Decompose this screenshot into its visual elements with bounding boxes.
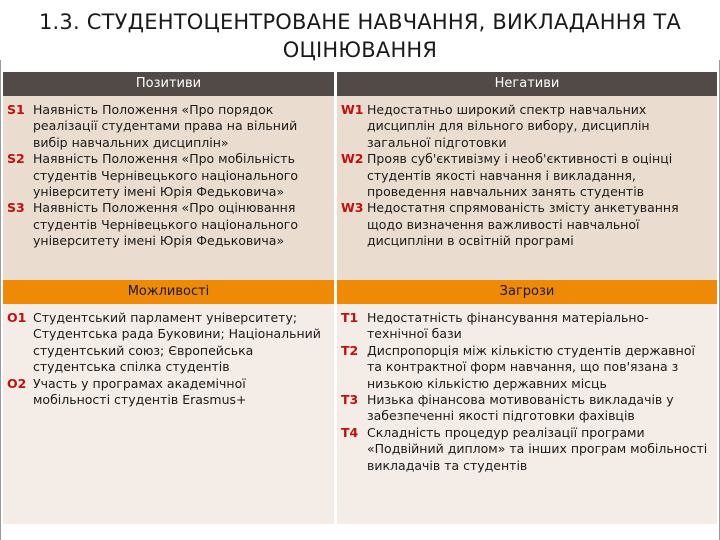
threat-text: Диспропорція між кількістю студентів державної та контрактної форм навчання, що пов'язана з низькою кількістю державних місць xyxy=(367,342,695,391)
threats-header: Загрози xyxy=(337,280,717,304)
threat-item xyxy=(341,425,709,474)
strength-text: Наявність Положення «Про оцінювання студентів Чернівецького національного університету імені Юрія Федьковича» xyxy=(33,200,298,249)
opportunities-cell xyxy=(3,304,334,524)
strength-code: S3 xyxy=(7,200,25,216)
threat-item xyxy=(341,343,709,392)
strengths-header: Позитиви xyxy=(3,72,334,96)
strengths-cell xyxy=(3,96,334,280)
threats-cell xyxy=(337,304,717,524)
threat-item xyxy=(341,310,709,343)
weakness-text: Недостатня спрямованість змісту анкетування щодо визначення важливості навчальної дисципліни в освітній програмі xyxy=(367,200,679,249)
threat-text: Низька фінансова мотивованість викладачів у забезпеченні якості підготовки фахівців xyxy=(367,392,674,424)
threat-code: T4 xyxy=(341,424,359,440)
strength-text: Наявність Положення «Про мобільність студентів Чернівецького національного університету імені Юрія Федьковича» xyxy=(33,151,298,200)
opportunity-text: Студентський парламент університету; Студентська рада Буковини; Національний студентський союз; Європейська студентська спілка студентів xyxy=(33,310,321,375)
strength-code: S1 xyxy=(7,102,25,117)
slide-title: 1.3. СТУДЕНТОЦЕНТРОВАНЕ НАВЧАННЯ, ВИКЛАДАННЯ ТА ОЦІНЮВАННЯ xyxy=(39,10,681,62)
threat-code: T3 xyxy=(341,392,359,408)
weakness-text: Прояв суб'єктивізму і необ'єктивності в оцінці студентів якості навчання і викладання, проведення навчальних занять студентів xyxy=(367,151,673,200)
weakness-code: W3 xyxy=(341,200,364,216)
strength-text: Наявність Положення «Про порядок реалізації студентами права на вільний вибір навчальних дисциплін» xyxy=(33,102,298,150)
opportunity-text: Участь у програмах академічної мобільності студентів Erasmus+ xyxy=(33,375,247,408)
opportunities-header: Можливості xyxy=(3,280,334,304)
weakness-code: W2 xyxy=(341,151,364,167)
threat-text: Складність процедур реалізації програми «Подвійний диплом» та інших програм мобільності викладачів та студентів xyxy=(367,424,708,473)
left-border-line xyxy=(0,60,1,540)
weakness-item xyxy=(341,102,709,151)
strength-item xyxy=(7,200,326,249)
opportunity-code: O1 xyxy=(7,310,27,325)
strength-item xyxy=(7,151,326,200)
weaknesses-header: Негативи xyxy=(337,72,717,96)
weaknesses-cell xyxy=(337,96,717,280)
threat-item xyxy=(341,392,709,425)
strength-item xyxy=(7,102,326,151)
weakness-item xyxy=(341,151,709,200)
weakness-text: Недостатньо широкий спектр навчальних дисциплін для вільного вибору, дисциплін загальної підготовки xyxy=(367,102,650,150)
opportunity-item xyxy=(7,376,326,409)
weakness-item xyxy=(341,200,709,249)
threat-code: T1 xyxy=(341,310,359,325)
opportunity-code: O2 xyxy=(7,375,27,391)
opportunity-item xyxy=(7,310,326,376)
threat-code: T2 xyxy=(341,342,359,358)
threat-text: Недостатність фінансування матеріально-технічної бази xyxy=(367,310,649,342)
weakness-code: W1 xyxy=(341,102,364,117)
strength-code: S2 xyxy=(7,151,25,167)
